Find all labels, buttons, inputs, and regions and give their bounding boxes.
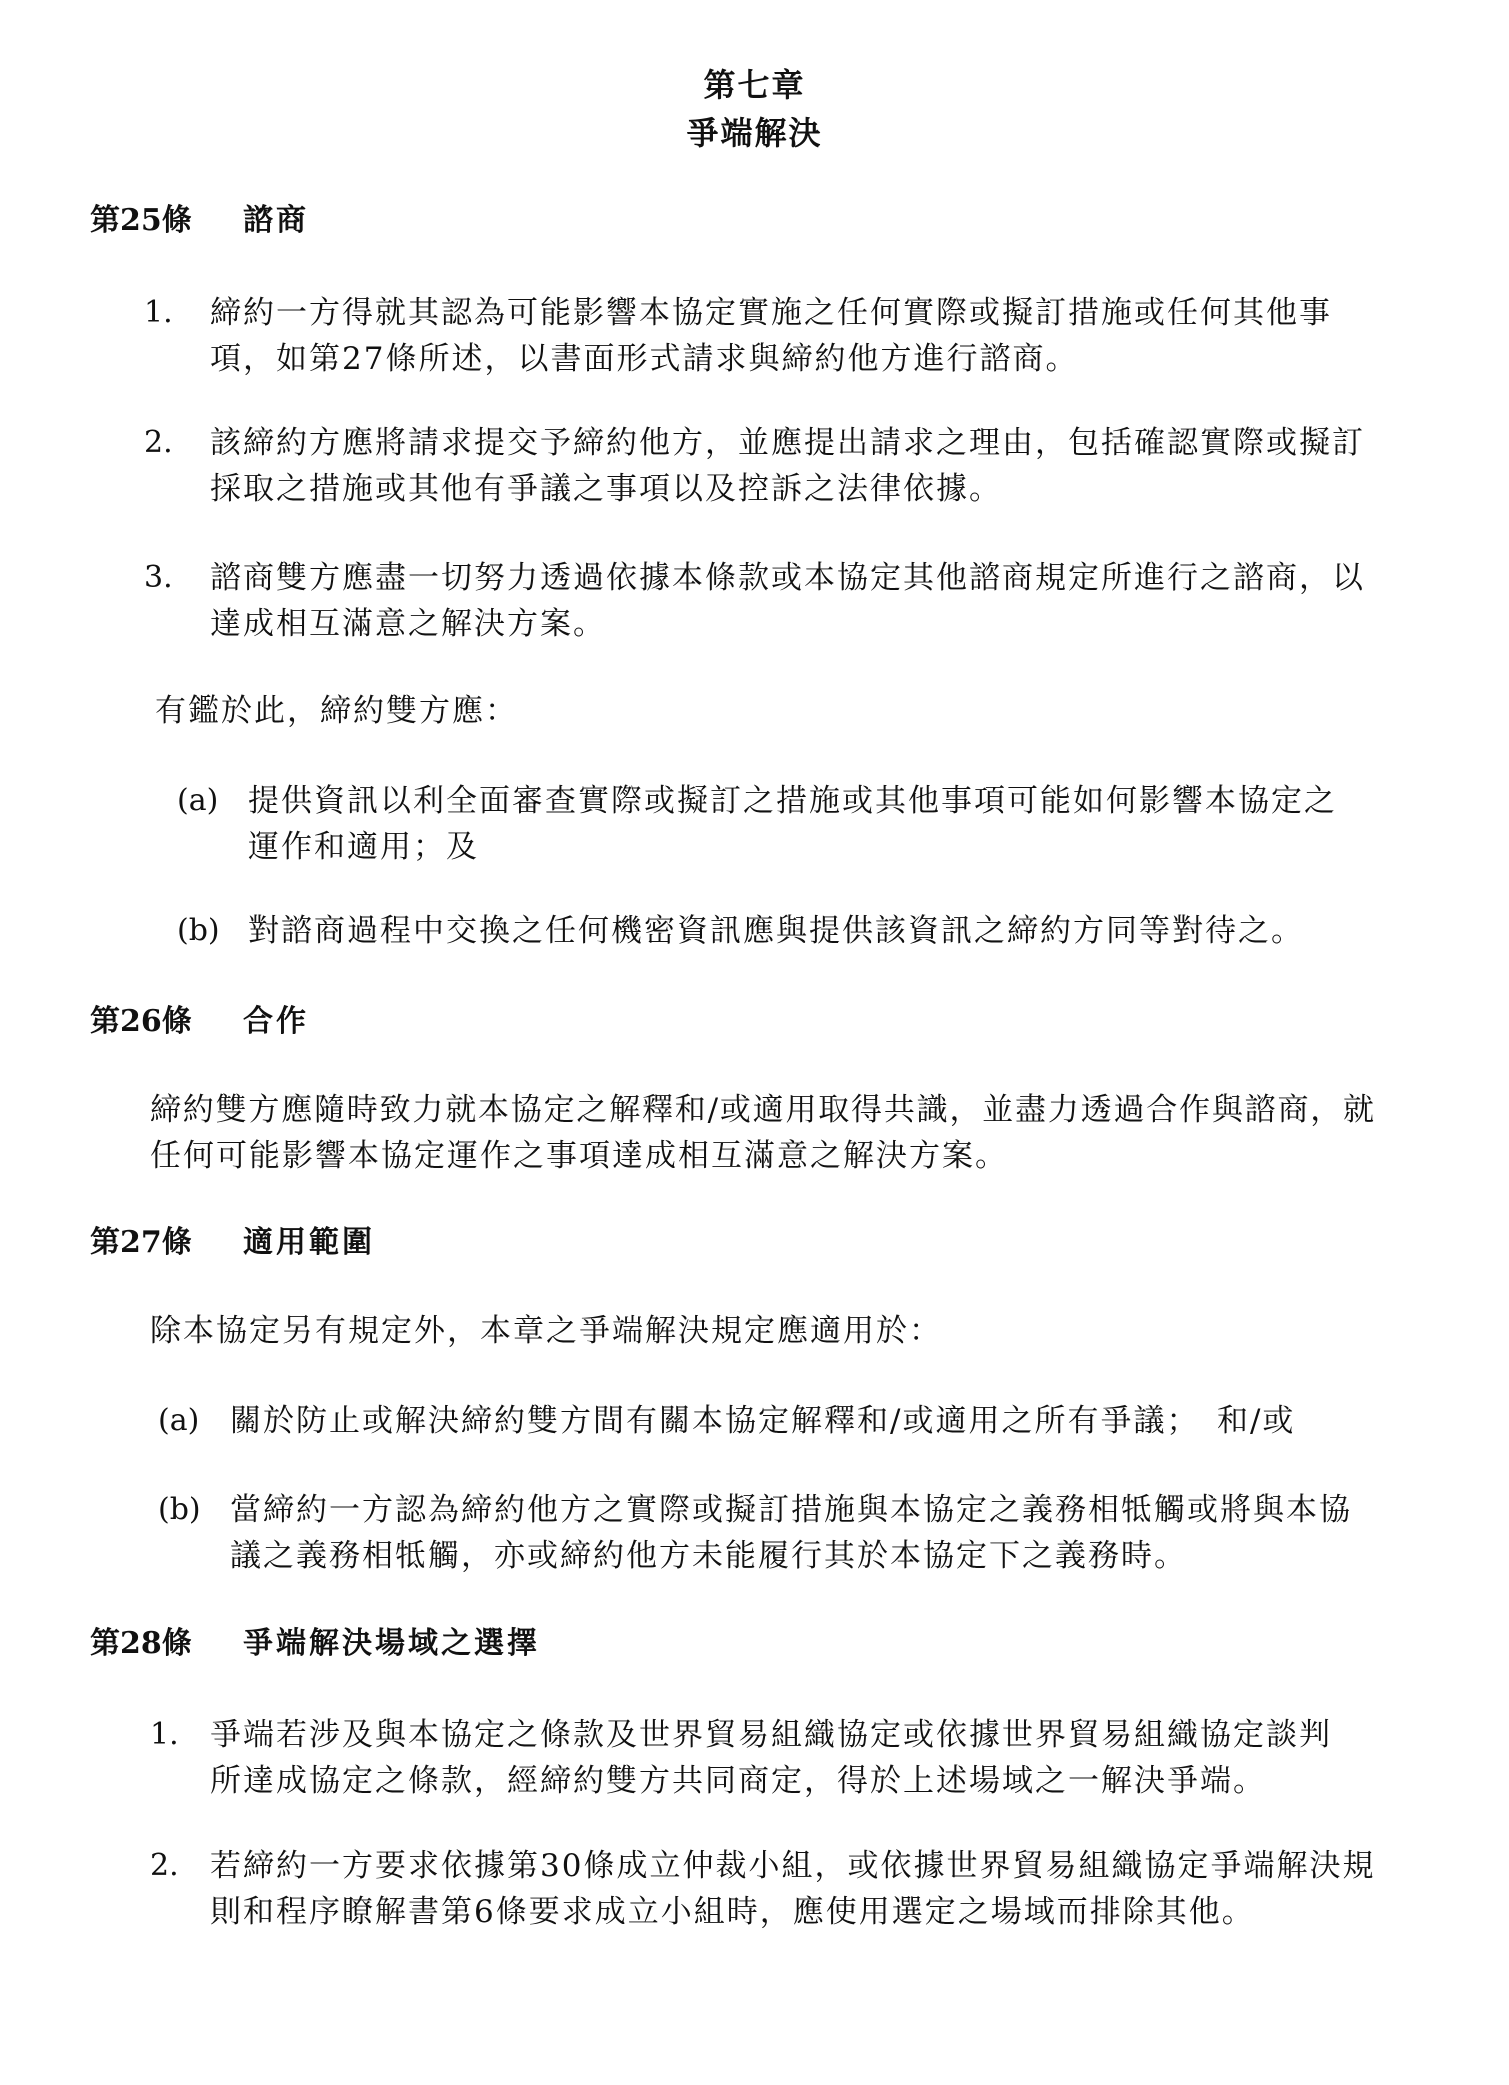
article-28-para-1-line-1: 爭端若涉及與本協定之條款及世界貿易組織協定或依據世界貿易組織協定談判: [210, 1717, 1332, 1753]
article-28-title: 爭端解決場域之選擇: [243, 1626, 540, 1661]
article-27-number: 第27條: [90, 1225, 192, 1260]
article-25-subitem-a-line-2: 運作和適用；及: [248, 829, 479, 865]
article-27-subitem-a-line-1: 關於防止或解決締約雙方間有關本協定解釋和/或適用之所有爭議； 和/或: [230, 1403, 1296, 1439]
article-26-line-2: 任何可能影響本協定運作之事項達成相互滿意之解決方案。: [150, 1138, 1008, 1174]
article-27-intro: 除本協定另有規定外，本章之爭端解決規定應適用於：: [150, 1313, 942, 1349]
article-27-subitem-b-line-2: 議之義務相牴觸，亦或締約他方未能履行其於本協定下之義務時。: [230, 1538, 1187, 1574]
article-25-para-3-marker: 3.: [144, 560, 173, 595]
article-25-para-2-line-2: 採取之措施或其他有爭議之事項以及控訴之法律依據。: [210, 471, 1002, 507]
article-28-para-1-marker: 1.: [150, 1717, 179, 1752]
article-25-para-1-line-1: 締約一方得就其認為可能影響本協定實施之任何實際或擬訂措施或任何其他事: [210, 295, 1332, 331]
article-28-para-2-line-1: 若締約一方要求依據第30條成立仲裁小組，或依據世界貿易組織協定爭端解決規: [210, 1848, 1376, 1884]
article-25-para-3-line-1: 諮商雙方應盡一切努力透過依據本條款或本協定其他諮商規定所進行之諮商，以: [210, 560, 1365, 596]
article-25-para-1-line-2: 項，如第27條所述，以書面形式請求與締約他方進行諮商。: [210, 341, 1079, 377]
article-26-number: 第26條: [90, 1004, 192, 1039]
article-27-title: 適用範圍: [243, 1225, 375, 1260]
article-28-para-2-line-2: 則和程序瞭解書第6條要求成立小組時，應使用選定之場域而排除其他。: [210, 1894, 1255, 1930]
article-25-para-1-marker: 1.: [144, 295, 173, 330]
article-27-subitem-b-marker: (b): [158, 1492, 201, 1527]
article-28-para-1-line-2: 所達成協定之條款，經締約雙方共同商定，得於上述場域之一解決爭端。: [210, 1763, 1266, 1799]
article-27-subitem-b-line-1: 當締約一方認為締約他方之實際或擬訂措施與本協定之義務相牴觸或將與本協: [230, 1492, 1352, 1528]
article-25-subitem-a-marker: (a): [177, 783, 219, 818]
article-28-para-2-marker: 2.: [150, 1848, 179, 1883]
article-28-number: 第28條: [90, 1626, 192, 1661]
article-25-intro: 有鑑於此，締約雙方應：: [155, 693, 518, 729]
article-25-subitem-b-marker: (b): [177, 913, 220, 948]
article-25-title: 諮商: [243, 203, 309, 238]
article-25-para-3-line-2: 達成相互滿意之解決方案。: [210, 606, 606, 642]
article-25-subitem-b-line-1: 對諮商過程中交換之任何機密資訊應與提供該資訊之締約方同等對待之。: [248, 913, 1304, 949]
article-25-number: 第25條: [90, 203, 192, 238]
article-25-subitem-a-line-1: 提供資訊以利全面審查實際或擬訂之措施或其他事項可能如何影響本協定之: [248, 783, 1337, 819]
article-27-subitem-a-marker: (a): [158, 1403, 200, 1438]
article-26-title: 合作: [243, 1004, 309, 1039]
article-25-para-2-marker: 2.: [144, 425, 173, 460]
chapter-title: 爭端解決: [686, 114, 823, 152]
chapter-number: 第七章: [703, 66, 806, 104]
article-26-line-1: 締約雙方應隨時致力就本協定之解釋和/或適用取得共識，並盡力透過合作與諮商，就: [150, 1092, 1376, 1128]
article-25-para-2-line-1: 該締約方應將請求提交予締約他方，並應提出請求之理由，包括確認實際或擬訂: [210, 425, 1365, 461]
